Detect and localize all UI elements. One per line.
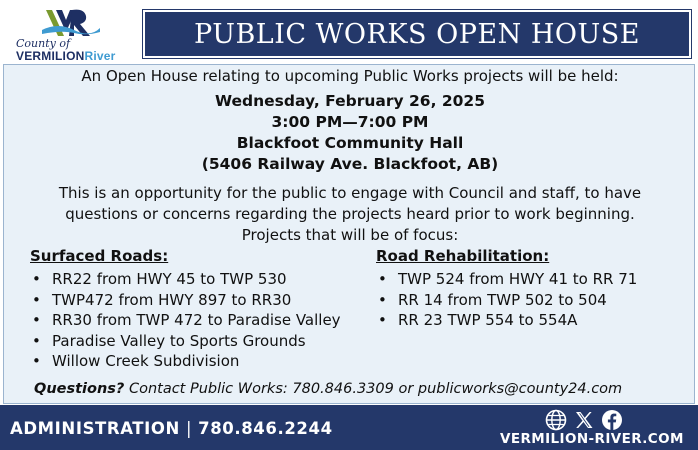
surfaced-roads-section [30,247,370,372]
website-link[interactable]: VERMILION-RIVER.COM [500,431,684,447]
description-line: Projects that will be of focus: [241,226,459,244]
description-line: questions or concerns regarding the projects heard prior to work beginning. [65,205,635,223]
facebook-icon[interactable] [601,409,623,431]
list-item: • TWP472 from HWY 897 to RR30 [30,290,370,311]
description-line: This is an opportunity for the public to engage with Council and staff, to have [58,184,642,202]
list-item: • TWP 524 from HWY 41 to RR 71 [376,269,676,290]
admin-label: ADMINISTRATION [10,419,180,438]
footer [0,405,698,450]
road-rehabilitation-heading: Road Rehabilitation: [376,247,550,265]
admin-separator: | [185,419,193,438]
social-icons [545,409,623,431]
event-venue: Blackfoot Community Hall [236,134,464,152]
logo-mark-icon [40,6,100,40]
road-rehabilitation-section [376,247,676,331]
admin-contact [10,419,333,438]
event-time: 3:00 PM—7:00 PM [271,113,429,131]
event-details [4,91,696,175]
description [4,183,696,246]
logo-county-text: County of [16,37,71,50]
intro-text: An Open House relating to upcoming Public Works projects will be held: [81,67,619,85]
event-date: Wednesday, February 26, 2025 [214,92,486,110]
event-address: (5406 Railway Ave. Blackfoot, AB) [201,155,499,173]
logo-name-river: River [84,49,116,63]
header [0,0,698,66]
list-item: • RR 23 TWP 554 to 554A [376,310,676,331]
x-icon[interactable] [573,409,595,431]
contact-line [34,381,622,397]
list-item: • Paradise Valley to Sports Grounds [30,331,370,352]
surfaced-roads-list [30,269,370,372]
list-item: • Willow Creek Subdivision [30,351,370,372]
page-title: PUBLIC WORKS OPEN HOUSE [194,18,640,50]
list-item: • RR30 from TWP 472 to Paradise Valley [30,310,370,331]
admin-phone[interactable]: 780.846.2244 [198,419,333,438]
globe-icon[interactable] [545,409,567,431]
questions-label: Questions? [34,381,125,397]
content-panel [3,64,695,404]
county-logo [10,4,140,62]
title-banner [143,10,691,58]
road-rehabilitation-list [376,269,676,331]
logo-name-vermilion: VERMILION [16,49,85,63]
list-item: • RR22 from HWY 45 to TWP 530 [30,269,370,290]
list-item: • RR 14 from TWP 502 to 504 [376,290,676,311]
logo-name-text [16,49,116,63]
contact-text[interactable]: Contact Public Works: 780.846.3309 or publicworks@county24.com [128,381,623,397]
surfaced-roads-heading: Surfaced Roads: [30,247,169,265]
